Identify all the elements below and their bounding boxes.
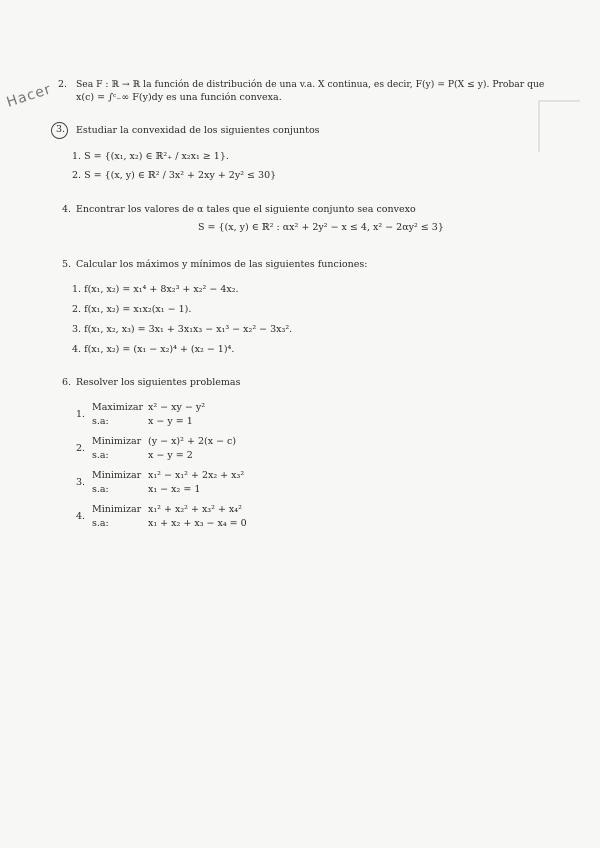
problem-4-constraint: x₁ + x₂ + x₃ − x₄ = 0 (148, 518, 247, 529)
problem-2 (76, 435, 436, 465)
problem-3-objective: x₁² − x₁² + 2x₂ + x₃² (148, 470, 245, 481)
problem-4-st: s.a: (92, 518, 109, 529)
exercise-5-number: 5. (62, 259, 72, 270)
handwritten-note: Hacer (4, 81, 54, 111)
exercise-3-title: Estudiar la convexidad de los siguientes conjuntos (76, 125, 320, 136)
exercise-5-item-1: 1. f(x₁, x₂) = x₁⁴ + 8x₂³ + x₂² − 4x₂. (72, 284, 239, 295)
exercise-5-item-3: 3. f(x₁, x₂, x₃) = 3x₁ + 3x₁x₃ − x₁³ − x₂² − 3x₃². (72, 324, 293, 335)
exercise-3-number: 3. (56, 124, 66, 135)
exercise-5-item-2: 2. f(x₁, x₂) = x₁x₂(x₁ − 1). (72, 304, 192, 315)
problem-4-objective: x₁² + x₂² + x₃² + x₄² (148, 504, 242, 515)
exercise-3-item-1: 1. S = {(x₁, x₂) ∈ ℝ²₊ / x₂x₁ ≥ 1}. (72, 151, 229, 162)
problem-2-number: 2. (76, 443, 86, 454)
problem-1-number: 1. (76, 409, 86, 420)
problem-4 (76, 503, 436, 533)
exercise-6-title: Resolver los siguientes problemas (76, 377, 241, 388)
problem-2-st: s.a: (92, 450, 109, 461)
exercise-2-line-2: x(c) = ∫ᶜ₋∞ F(y)dy es una función convexa. (76, 92, 282, 103)
faint-bleed-mark (538, 100, 580, 152)
problem-2-verb: Minimizar (92, 436, 142, 447)
problem-4-number: 4. (76, 511, 86, 522)
exercise-3-item-2: 2. S = {(x, y) ∈ ℝ² / 3x² + 2xy + 2y² ≤ 30} (72, 170, 277, 181)
exercise-6-number: 6. (62, 377, 72, 388)
problem-3-st: s.a: (92, 484, 109, 495)
problem-1-st: s.a: (92, 416, 109, 427)
problem-2-constraint: x − y = 2 (148, 450, 193, 461)
problem-3-constraint: x₁ − x₂ = 1 (148, 484, 201, 495)
exercise-4-formula: S = {(x, y) ∈ ℝ² : αx² + 2y² − x ≤ 4, x² − 2αy² ≤ 3} (198, 222, 444, 233)
problem-3 (76, 469, 436, 499)
exercise-4-number: 4. (62, 204, 72, 215)
exercise-4-title: Encontrar los valores de α tales que el siguiente conjunto sea convexo (76, 204, 416, 215)
problem-1 (76, 401, 436, 431)
exercise-5-item-4: 4. f(x₁, x₂) = (x₁ − x₂)⁴ + (x₂ − 1)⁴. (72, 344, 235, 355)
problem-3-verb: Minimizar (92, 470, 142, 481)
problem-2-objective: (y − x)² + 2(x − c) (148, 436, 237, 447)
exercise-2-number: 2. (58, 79, 68, 90)
exercise-2-line-1: Sea F : ℝ → ℝ la función de distribución de una v.a. X continua, es decir, F(y) = P(X ≤ y). Probar que (76, 79, 545, 90)
problem-3-number: 3. (76, 477, 86, 488)
problem-1-constraint: x − y = 1 (148, 416, 193, 427)
problem-4-verb: Minimizar (92, 504, 142, 515)
problem-1-verb: Maximizar (92, 402, 144, 413)
exercise-5-title: Calcular los máximos y mínimos de las siguientes funciones: (76, 259, 368, 270)
problem-1-objective: x² − xy − y² (148, 402, 206, 413)
